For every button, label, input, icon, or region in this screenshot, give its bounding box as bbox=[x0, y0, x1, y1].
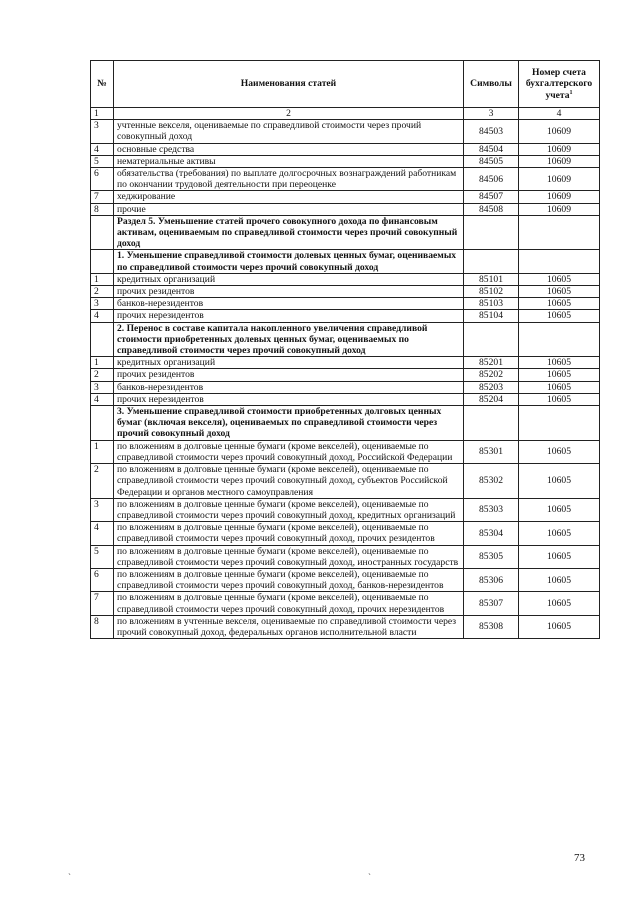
row-number bbox=[91, 406, 114, 441]
header-symbols: Символы bbox=[464, 61, 519, 108]
row-number: 6 bbox=[91, 568, 114, 591]
row-name: банков-нерезидентов bbox=[114, 381, 464, 393]
row-number: 3 bbox=[91, 381, 114, 393]
table-row bbox=[91, 381, 600, 393]
row-account: 10605 bbox=[519, 381, 600, 393]
row-symbol: 85304 bbox=[464, 522, 519, 545]
row-account: 10605 bbox=[519, 273, 600, 285]
row-number: 3 bbox=[91, 498, 114, 521]
row-account: 10609 bbox=[519, 191, 600, 203]
row-account: 10609 bbox=[519, 203, 600, 215]
column-index: 2 bbox=[114, 108, 464, 120]
row-account: 10605 bbox=[519, 393, 600, 405]
row-symbol: 85306 bbox=[464, 568, 519, 591]
table-row bbox=[91, 155, 600, 167]
row-account: 10605 bbox=[519, 286, 600, 298]
table-row bbox=[91, 498, 600, 521]
table-row bbox=[91, 592, 600, 615]
row-symbol: 85301 bbox=[464, 440, 519, 463]
row-symbol bbox=[464, 406, 519, 441]
row-name: по вложениям в долговые ценные бумаги (кроме векселей), оцениваемые по справедливой стоимости через прочий совокупный доход, Российской Федерации bbox=[114, 440, 464, 463]
row-account: 10605 bbox=[519, 592, 600, 615]
row-account: 10609 bbox=[519, 155, 600, 167]
row-symbol: 84507 bbox=[464, 191, 519, 203]
row-symbol: 85308 bbox=[464, 615, 519, 638]
section-row bbox=[91, 215, 600, 250]
row-symbol: 85305 bbox=[464, 545, 519, 568]
row-symbol bbox=[464, 322, 519, 357]
row-account: 10605 bbox=[519, 615, 600, 638]
row-symbol: 85302 bbox=[464, 464, 519, 499]
row-account bbox=[519, 406, 600, 441]
row-number: 5 bbox=[91, 545, 114, 568]
column-index: 3 bbox=[464, 108, 519, 120]
row-symbol: 85307 bbox=[464, 592, 519, 615]
section-title: 1. Уменьшение справедливой стоимости долевых ценных бумаг, оцениваемых по справедливой стоимости через прочий совокупный доход bbox=[114, 250, 464, 273]
row-account: 10605 bbox=[519, 440, 600, 463]
row-symbol: 85104 bbox=[464, 310, 519, 322]
row-name: кредитных организаций bbox=[114, 273, 464, 285]
row-number: 8 bbox=[91, 203, 114, 215]
row-symbol: 85204 bbox=[464, 393, 519, 405]
row-symbol: 85101 bbox=[464, 273, 519, 285]
row-number: 5 bbox=[91, 155, 114, 167]
row-name: по вложениям в долговые ценные бумаги (кроме векселей), оцениваемые по справедливой стоимости через прочий совокупный доход, иностранных государств bbox=[114, 545, 464, 568]
column-index: 1 bbox=[91, 108, 114, 120]
row-name: прочих резидентов bbox=[114, 286, 464, 298]
row-name: по вложениям в долговые ценные бумаги (кроме векселей), оцениваемые по справедливой стоимости через прочий совокупный доход, кредитных организаций bbox=[114, 498, 464, 521]
header-name: Наименования статей bbox=[114, 61, 464, 108]
header-account-label: Номер счета бухгалтерского учета bbox=[525, 67, 593, 101]
row-number: 4 bbox=[91, 393, 114, 405]
row-number: 7 bbox=[91, 592, 114, 615]
row-symbol: 84506 bbox=[464, 168, 519, 191]
row-symbol: 85103 bbox=[464, 298, 519, 310]
row-number: 4 bbox=[91, 143, 114, 155]
row-name: по вложениям в долговые ценные бумаги (кроме векселей), оцениваемые по справедливой стоимости через прочий совокупный доход, банков-нерезидентов bbox=[114, 568, 464, 591]
row-number bbox=[91, 250, 114, 273]
row-name: прочие bbox=[114, 203, 464, 215]
table-row bbox=[91, 286, 600, 298]
row-symbol: 84505 bbox=[464, 155, 519, 167]
row-account: 10605 bbox=[519, 357, 600, 369]
table-row bbox=[91, 522, 600, 545]
scan-speck: ` bbox=[368, 872, 371, 882]
row-name: по вложениям в учтенные векселя, оцениваемые по справедливой стоимости через прочий совокупный доход, федеральных органов исполнительной власти bbox=[114, 615, 464, 638]
table-row bbox=[91, 273, 600, 285]
section-row bbox=[91, 406, 600, 441]
row-symbol: 85102 bbox=[464, 286, 519, 298]
section-row bbox=[91, 322, 600, 357]
header-row bbox=[91, 61, 600, 108]
row-name: основные средства bbox=[114, 143, 464, 155]
row-name: по вложениям в долговые ценные бумаги (кроме векселей), оцениваемые по справедливой стоимости через прочий совокупный доход, прочих нерезидентов bbox=[114, 592, 464, 615]
table-row bbox=[91, 545, 600, 568]
row-account bbox=[519, 250, 600, 273]
row-name: нематериальные активы bbox=[114, 155, 464, 167]
row-number: 2 bbox=[91, 286, 114, 298]
table-row bbox=[91, 143, 600, 155]
row-number: 3 bbox=[91, 298, 114, 310]
row-number: 4 bbox=[91, 310, 114, 322]
table-row bbox=[91, 203, 600, 215]
row-account: 10605 bbox=[519, 498, 600, 521]
row-name: кредитных организаций bbox=[114, 357, 464, 369]
section-title: 3. Уменьшение справедливой стоимости приобретенных долговых ценных бумаг (включая векселя), оцениваемых по справедливой стоимости через прочий совокупный доход bbox=[114, 406, 464, 441]
accounts-table bbox=[90, 60, 600, 639]
row-number: 3 bbox=[91, 120, 114, 143]
table-row bbox=[91, 357, 600, 369]
row-name: прочих нерезидентов bbox=[114, 310, 464, 322]
row-account: 10609 bbox=[519, 120, 600, 143]
row-account: 10605 bbox=[519, 298, 600, 310]
row-symbol: 85202 bbox=[464, 369, 519, 381]
table-row bbox=[91, 191, 600, 203]
row-name: обязательства (требования) по выплате долгосрочных вознаграждений работникам по окончании трудовой деятельности при переоценке bbox=[114, 168, 464, 191]
row-account: 10605 bbox=[519, 369, 600, 381]
table-row bbox=[91, 168, 600, 191]
row-symbol: 85203 bbox=[464, 381, 519, 393]
row-symbol: 84508 bbox=[464, 203, 519, 215]
row-number bbox=[91, 215, 114, 250]
table-row bbox=[91, 440, 600, 463]
table-row bbox=[91, 615, 600, 638]
table-body bbox=[91, 120, 600, 639]
row-name: по вложениям в долговые ценные бумаги (кроме векселей), оцениваемые по справедливой стоимости через прочий совокупный доход, прочих резидентов bbox=[114, 522, 464, 545]
page-number: 73 bbox=[574, 852, 585, 864]
row-name: прочих резидентов bbox=[114, 369, 464, 381]
column-index: 4 bbox=[519, 108, 600, 120]
row-symbol bbox=[464, 215, 519, 250]
row-account: 10609 bbox=[519, 143, 600, 155]
footnote-marker: 1 bbox=[569, 89, 573, 96]
row-number: 6 bbox=[91, 168, 114, 191]
row-name: прочих нерезидентов bbox=[114, 393, 464, 405]
row-number: 4 bbox=[91, 522, 114, 545]
section-title: 2. Перенос в составе капитала накопленного увеличения справедливой стоимости приобретенных долевых ценных бумаг, оцениваемых по справедливой стоимости через прочий совокупный доход bbox=[114, 322, 464, 357]
table-row bbox=[91, 120, 600, 143]
header-account bbox=[519, 61, 600, 108]
table-row bbox=[91, 393, 600, 405]
row-number: 2 bbox=[91, 464, 114, 499]
table-row bbox=[91, 298, 600, 310]
row-account: 10605 bbox=[519, 464, 600, 499]
row-symbol: 84504 bbox=[464, 143, 519, 155]
row-name: банков-нерезидентов bbox=[114, 298, 464, 310]
row-account bbox=[519, 322, 600, 357]
row-symbol: 85201 bbox=[464, 357, 519, 369]
row-number: 2 bbox=[91, 369, 114, 381]
row-account bbox=[519, 215, 600, 250]
row-symbol bbox=[464, 250, 519, 273]
row-number bbox=[91, 322, 114, 357]
table-row bbox=[91, 464, 600, 499]
scan-speck: ` bbox=[68, 872, 71, 882]
row-account: 10605 bbox=[519, 568, 600, 591]
section-title: Раздел 5. Уменьшение статей прочего совокупного дохода по финансовым активам, оцениваемым по справедливой стоимости через прочий совокупный доход bbox=[114, 215, 464, 250]
row-number: 8 bbox=[91, 615, 114, 638]
row-number: 1 bbox=[91, 273, 114, 285]
section-row bbox=[91, 250, 600, 273]
table-row bbox=[91, 568, 600, 591]
row-name: учтенные векселя, оцениваемые по справедливой стоимости через прочий совокупный доход bbox=[114, 120, 464, 143]
row-symbol: 85303 bbox=[464, 498, 519, 521]
row-symbol: 84503 bbox=[464, 120, 519, 143]
row-account: 10605 bbox=[519, 310, 600, 322]
table-row bbox=[91, 369, 600, 381]
table-row bbox=[91, 310, 600, 322]
row-name: по вложениям в долговые ценные бумаги (кроме векселей), оцениваемые по справедливой стоимости через прочий совокупный доход, субъектов Российской Федерации и органов местного самоуправления bbox=[114, 464, 464, 499]
row-name: хеджирование bbox=[114, 191, 464, 203]
header-num: № bbox=[91, 61, 114, 108]
row-account: 10605 bbox=[519, 545, 600, 568]
column-index-row bbox=[91, 108, 600, 120]
row-number: 1 bbox=[91, 440, 114, 463]
row-number: 1 bbox=[91, 357, 114, 369]
row-account: 10609 bbox=[519, 168, 600, 191]
row-account: 10605 bbox=[519, 522, 600, 545]
row-number: 7 bbox=[91, 191, 114, 203]
